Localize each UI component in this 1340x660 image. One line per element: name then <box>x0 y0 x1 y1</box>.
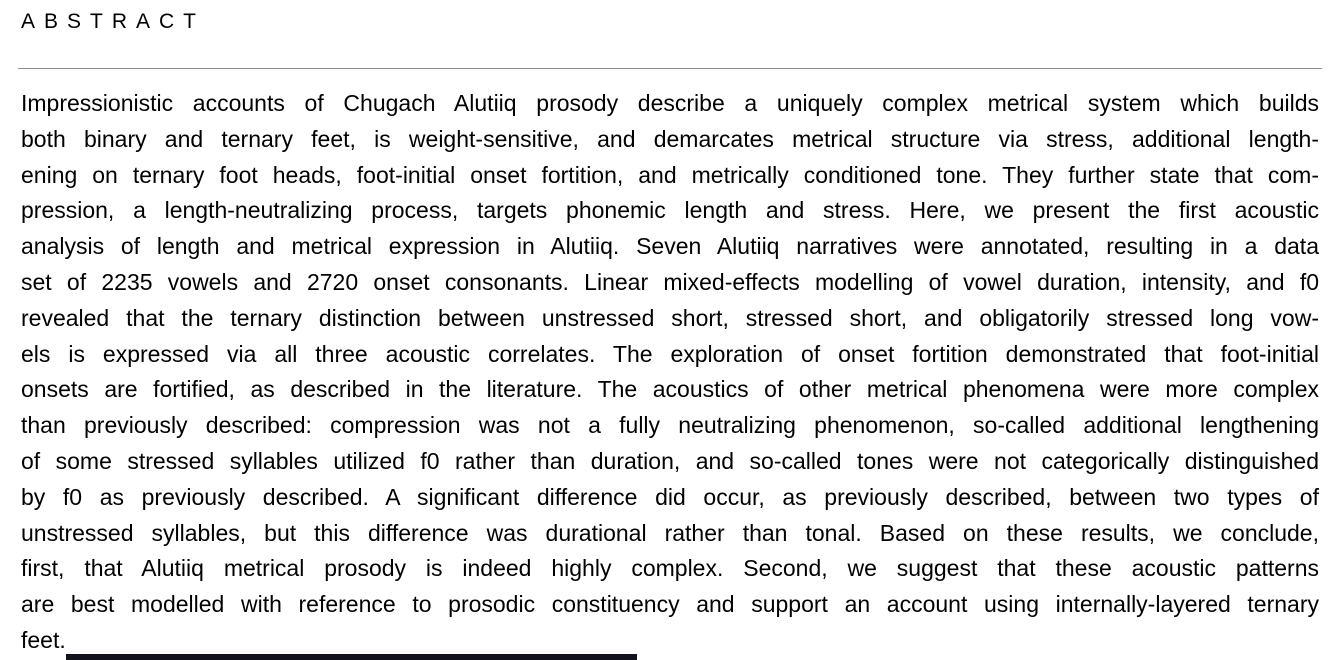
abstract-line: ening on ternary foot heads, foot-initial onset fortition, and metrically conditioned tone. They further state that com- <box>21 161 1319 188</box>
bottom-partial-element <box>66 654 637 660</box>
abstract-line: Impressionistic accounts of Chugach Alutiiq prosody describe a uniquely complex metrical system which builds <box>21 90 1319 116</box>
abstract-line: analysis of length and metrical expression in Alutiiq. Seven Alutiiq narratives were annotated, resulting in a data <box>21 233 1319 260</box>
abstract-line: set of 2235 vowels and 2720 onset consonants. Linear mixed-effects modelling of vowel duration, intensity, and f0 <box>21 268 1319 295</box>
abstract-line: than previously described: compression was not a fully neutralizing phenomenon, so-called additional lengthening <box>21 412 1319 439</box>
abstract-line: by f0 as previously described. A significant difference did occur, as previously described, between two types of <box>21 483 1319 510</box>
abstract-line: of some stressed syllables utilized f0 rather than duration, and so-called tones were not categorically distinguished <box>21 447 1319 474</box>
heading-divider <box>18 68 1322 69</box>
abstract-line: unstressed syllables, but this difference was durational rather than tonal. Based on these results, we conclude, <box>21 519 1319 546</box>
abstract-heading: ABSTRACT <box>21 10 206 33</box>
abstract-line: are best modelled with reference to prosodic constituency and support an account using internally-layered ternary <box>21 591 1319 618</box>
abstract-line: els is expressed via all three acoustic correlates. The exploration of onset fortition demonstrated that foot-initial <box>21 340 1319 367</box>
abstract-line: first, that Alutiiq metrical prosody is indeed highly complex. Second, we suggest that these acoustic patterns <box>21 555 1319 582</box>
abstract-line: revealed that the ternary distinction between unstressed short, stressed short, and obligatorily stressed long vow- <box>21 304 1319 331</box>
abstract-line: onsets are fortified, as described in the literature. The acoustics of other metrical phenomena were more complex <box>21 376 1319 403</box>
abstract-line: both binary and ternary feet, is weight-sensitive, and demarcates metrical structure via stress, additional length- <box>21 125 1319 152</box>
abstract-line: feet. <box>21 626 66 653</box>
abstract-text <box>21 86 1319 659</box>
abstract-line: pression, a length-neutralizing process, targets phonemic length and stress. Here, we present the first acoustic <box>21 197 1319 224</box>
